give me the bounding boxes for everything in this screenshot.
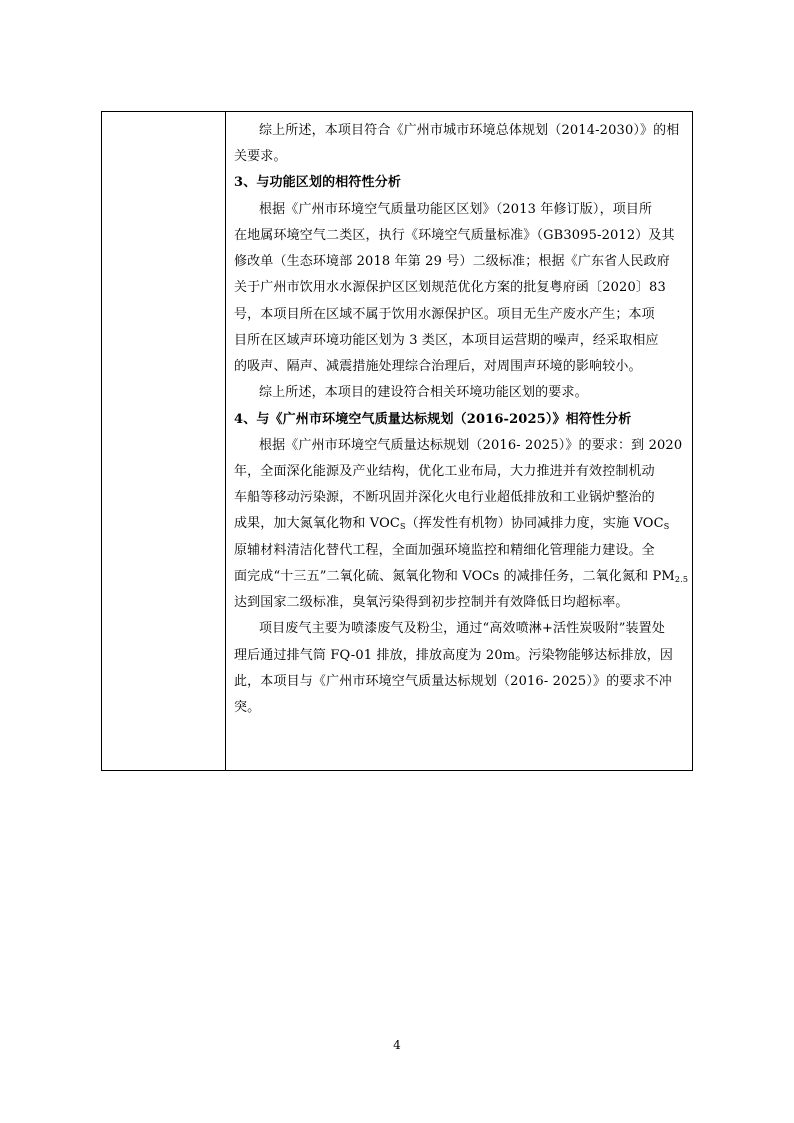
subscript: S — [400, 522, 406, 531]
text-run: （挥发性有机物）协同减排力度，实施 VOC — [405, 516, 664, 531]
text-line: 修改单（生态环境部 2018 年第 29 号）二级标准；根据《广东省人民政府 — [234, 254, 670, 269]
subscript: 2.5 — [674, 575, 689, 584]
subscript: S — [663, 522, 670, 531]
text-line: 关于广州市饮用水水源保护区区划规范优化方案的批复粤府函〔2020〕83 — [234, 280, 666, 295]
text-line: 关要求。 — [234, 149, 287, 164]
table-left-cell — [102, 112, 226, 770]
text-line: 突。 — [234, 700, 261, 715]
text-line: 达到国家二级标准，臭氧污染得到初步控制并有效降低日均超标率。 — [234, 595, 629, 610]
text-line: 在地属环境空气二类区，执行《环境空气质量标准》（GB3095-2012）及其 — [234, 228, 675, 243]
table-right-cell — [226, 112, 692, 770]
text-run: 面完成“十三五”二氧化硫、氮氧化物和 VOCs 的减排任务，二氧化氮和 PM — [234, 569, 675, 584]
text-line: 原辅材料清洁化替代工程，全面加强环境监控和精细化管理能力建设。全 — [234, 543, 655, 558]
text-line: 综上所述，本项目的建设符合相关环境功能区划的要求。 — [259, 385, 588, 400]
text-line: 目所在区域声环境功能区划为 3 类区，本项目运营期的噪声，经采取相应 — [234, 333, 659, 348]
text-line: 车船等移动污染源，不断巩固并深化火电行业超低排放和工业锅炉整治的 — [234, 490, 655, 505]
text-line: 号，本项目所在区域不属于饮用水源保护区。项目无生产废水产生；本项 — [234, 307, 655, 322]
text-line: 年，全面深化能源及产业结构，优化工业布局，大力推进并有效控制机动 — [234, 464, 655, 479]
text-line: 根据《广州市环境空气质量达标规划（2016- 2025）》的要求：到 2020 — [259, 438, 683, 453]
text-line: 理后通过排气筒 FQ-01 排放，排放高度为 20m。污染物能够达标排放，因 — [234, 648, 674, 663]
text-run: 成果，加大氮氧化物和 VOC — [234, 516, 400, 531]
text-line — [234, 569, 688, 585]
text-line: 综上所述，本项目符合《广州市城市环境总体规划（2014-2030）》的相 — [259, 123, 680, 138]
text-line — [234, 516, 669, 532]
text-line: 根据《广州市环境空气质量功能区区划》（2013 年修订版），项目所 — [259, 202, 653, 217]
content-table — [101, 111, 693, 771]
text-line: 的吸声、隔声、减震措施处理综合治理后，对周围声环境的影响较小。 — [234, 359, 642, 374]
section-heading: 4、与《广州市环境空气质量达标规划（2016-2025）》相符性分析 — [234, 412, 632, 427]
page-number: 4 — [393, 1038, 401, 1052]
text-line: 项目废气主要为喷漆废气及粉尘，通过“高效喷淋+活性炭吸附”装置处 — [259, 621, 665, 636]
text-line: 此，本项目与《广州市环境空气质量达标规划（2016- 2025）》的要求不冲 — [234, 674, 672, 689]
section-heading: 3、与功能区划的相符性分析 — [234, 175, 401, 190]
